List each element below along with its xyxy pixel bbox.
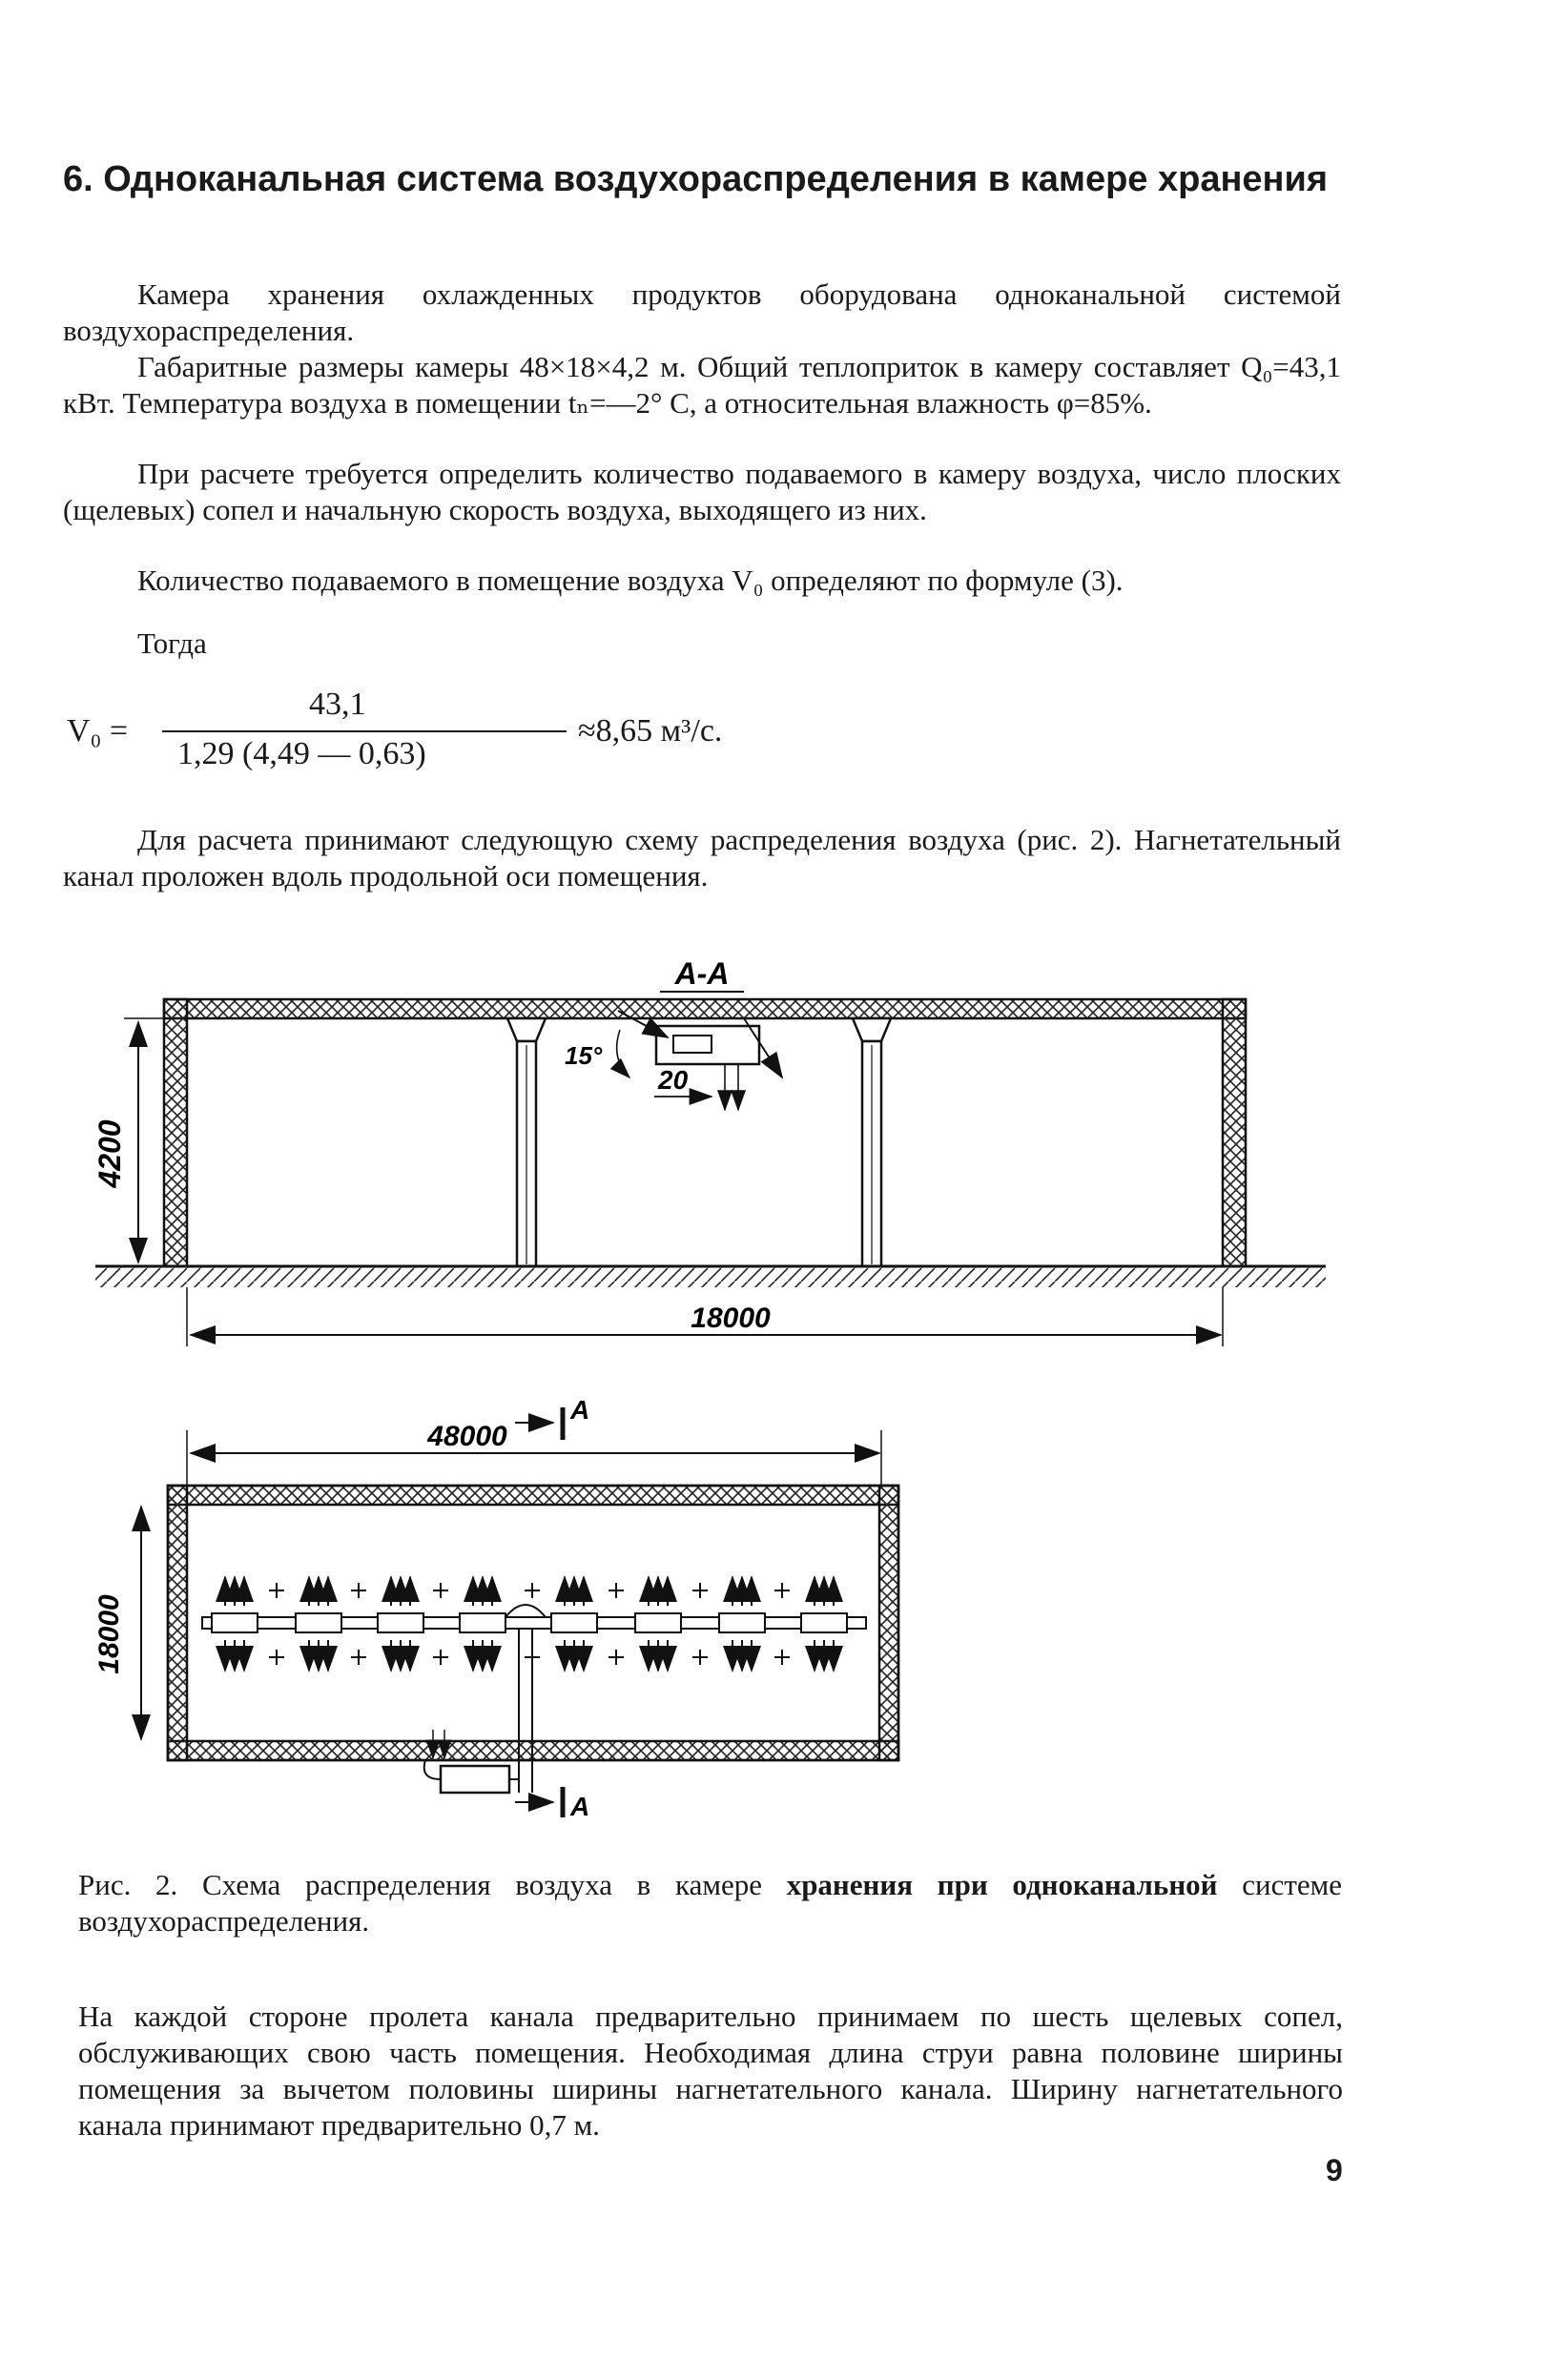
- height-dimension-label: 4200: [93, 1119, 127, 1188]
- plus-mark: [525, 1583, 540, 1598]
- section-label: A-A: [674, 956, 730, 991]
- plus-mark: [525, 1650, 540, 1665]
- plus-mark: [269, 1583, 284, 1598]
- duct-section: [656, 1026, 759, 1064]
- angle-label: 15°: [565, 1041, 603, 1070]
- plus-mark: [692, 1583, 708, 1598]
- nozzle-dimension-label: 20: [658, 1065, 689, 1095]
- column-left: [507, 1018, 546, 1266]
- plus-mark: [433, 1650, 448, 1665]
- paragraph-4: Количество подаваемого в помещение воздуха V₀ определяют по формуле (3).: [137, 564, 1124, 597]
- length-dimension-label: 48000: [427, 1421, 507, 1452]
- caption-tail: системе воздухораспределения.: [78, 1868, 1343, 1938]
- plan-wall-top: [168, 1486, 898, 1505]
- section-view: [93, 956, 1326, 1346]
- paragraph-7: На каждой стороне пролета канала предварительно принимаем по шесть щелевых сопел, обслуживающих свою часть помещения. Необходимая длина струи равна половине ширины помещения за вычетом половины ширины нагнетательного канала. Ширину нагнетательного канала принимают предварительно 0,7 м.: [78, 2000, 1343, 2142]
- cut-marker-bottom: A: [570, 1792, 590, 1821]
- plan-wall-left: [168, 1486, 187, 1760]
- feeder-duct: [519, 1629, 532, 1793]
- formula-lhs: V₀ =: [67, 713, 129, 749]
- paragraph-6: Для расчета принимают следующую схему распределения воздуха (рис. 2). Нагнетательный канал проложен вдоль продольной оси помещения.: [63, 823, 1341, 892]
- plan-width-dimension-label: 18000: [93, 1594, 125, 1674]
- plus-mark: [774, 1583, 790, 1598]
- plus-mark: [608, 1583, 624, 1598]
- caption-bold: хранения при одноканальной: [786, 1868, 1218, 1901]
- nozzle: [460, 1613, 505, 1632]
- nozzle: [378, 1613, 423, 1632]
- plus-mark: [351, 1583, 366, 1598]
- column-right: [853, 1018, 891, 1266]
- figure-caption: [78, 1867, 1342, 1939]
- plus-mark: [433, 1583, 448, 1598]
- formula-numerator: 43,1: [309, 687, 366, 722]
- paragraph-1: Камера хранения охлажденных продуктов оборудована одноканальной системой воздухораспределения.: [63, 277, 1341, 347]
- cut-marker-top: A: [570, 1395, 590, 1425]
- nozzle: [635, 1613, 681, 1632]
- plus-mark: [269, 1650, 284, 1665]
- page-number: 9: [1326, 2153, 1343, 2187]
- nozzle: [719, 1613, 765, 1632]
- detail-a-a: [565, 956, 782, 1110]
- plus-mark: [774, 1650, 790, 1665]
- caption-lead: Рис. 2. Схема распределения воздуха в камере: [78, 1868, 762, 1901]
- nozzle: [296, 1613, 341, 1632]
- plan-view: [93, 1395, 898, 1821]
- nozzle: [801, 1613, 847, 1632]
- formula-result: ≈8,65 м³/с.: [578, 713, 723, 749]
- ground-hatch: [95, 1266, 1326, 1287]
- plan-wall-right: [879, 1486, 898, 1760]
- width-dimension-label: 18000: [691, 1303, 771, 1334]
- left-wall: [164, 999, 187, 1266]
- plus-mark: [608, 1650, 624, 1665]
- nozzle: [551, 1613, 597, 1632]
- roof-slab: [164, 999, 1246, 1018]
- nozzle: [212, 1613, 258, 1632]
- paragraph-5: Тогда: [137, 626, 207, 660]
- plus-mark: [351, 1650, 366, 1665]
- formula-denominator: 1,29 (4,49 — 0,63): [177, 736, 426, 771]
- paragraph-2: Габаритные размеры камеры 48×18×4,2 м. Общий теплоприток в камеру составляет Q₀=43,1 кВт. Температура воздуха в помещении tₙ=—2° С, а относительная влажность φ=85%.: [63, 350, 1341, 420]
- fan-unit: [441, 1766, 509, 1793]
- paragraph-3: При расчете требуется определить количество подаваемого в камеру воздуха, число плоских (щелевых) сопел и начальную скорость воздуха, выходящего из них.: [63, 457, 1341, 526]
- right-wall: [1223, 999, 1246, 1266]
- section-heading: 6. Одноканальная система воздухораспределения в камере хранения: [63, 159, 1329, 199]
- plus-mark: [692, 1650, 708, 1665]
